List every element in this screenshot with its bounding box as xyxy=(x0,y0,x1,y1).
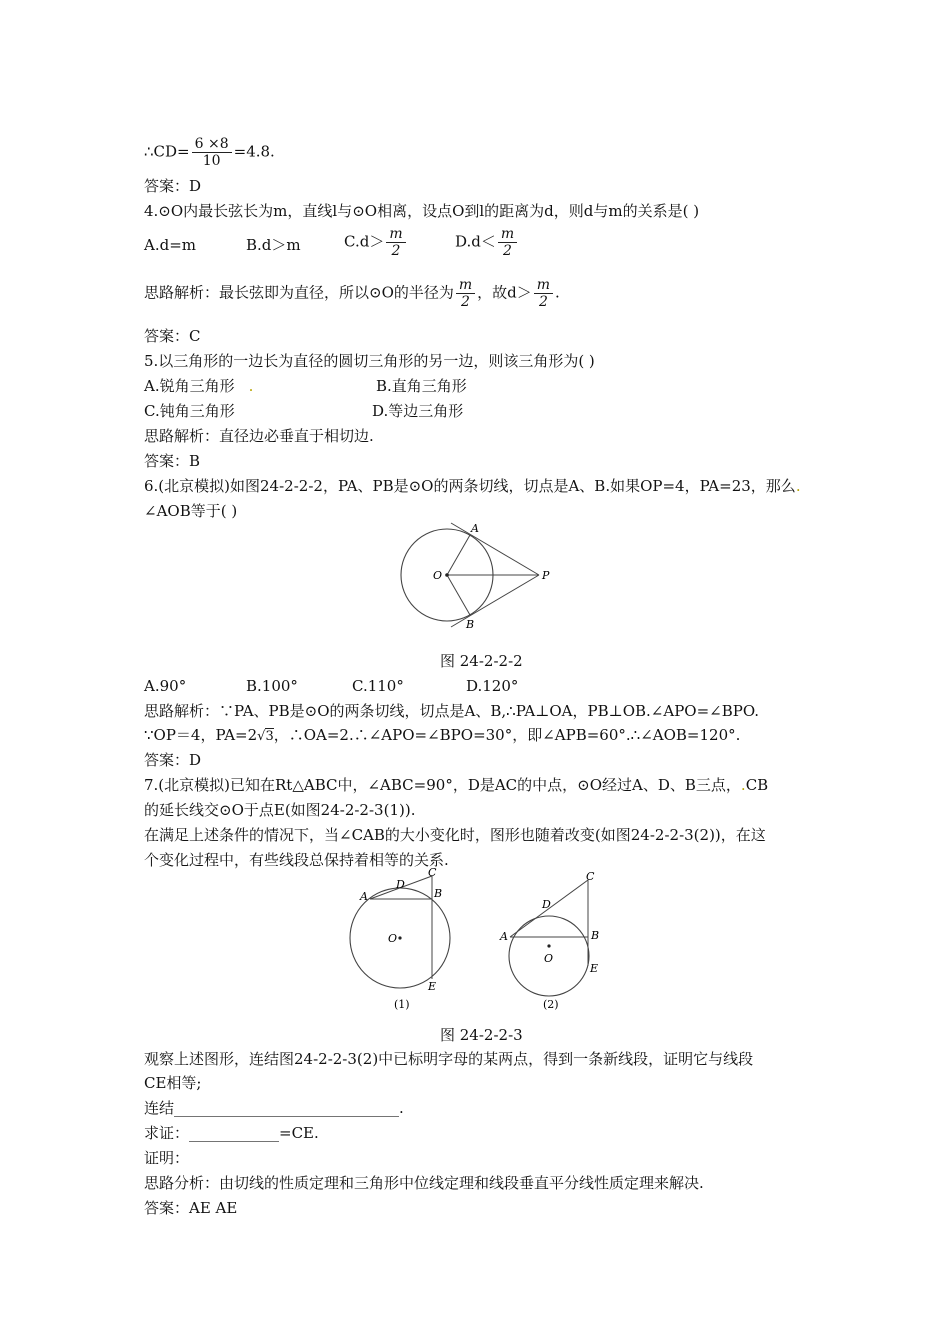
q4-answer: 答案：C xyxy=(144,327,201,345)
q7-stem-4: 个变化过程中，有些线段总保持着相等的关系. xyxy=(144,851,449,869)
fig1-label-d: D xyxy=(396,878,405,891)
cd-line xyxy=(144,136,275,169)
fig2-label-d: D xyxy=(542,898,551,911)
q5-answer: 答案：B xyxy=(144,452,201,470)
q6-answer: 答案：D xyxy=(144,751,202,769)
q5-option-c: C.钝角三角形 xyxy=(144,402,235,420)
q7-stem-2: 的延长线交⊙O于点E(如图24-2-2-3(1)). xyxy=(144,801,416,819)
line-oa xyxy=(447,535,470,575)
q7-hint: 思路分析：由切线的性质定理和三角形中位线定理和线段垂直平分线性质定理来解决. xyxy=(144,1174,704,1192)
q4-stem: 4.⊙O内最长弦长为m，直线l与⊙O相离，设点O到l的距离为d，则d与m的关系是( ) xyxy=(144,202,700,220)
q7-connect: 连结______________________________. xyxy=(144,1099,404,1117)
q7-stem-1: 7.(北京模拟)已知在Rt△ABC中，∠ABC=90°，D是AC的中点，⊙O经过A、D、B三点，.CB xyxy=(144,776,769,794)
q4-hint: 思路解析：最长弦即为直径，所以⊙O的半径为 $\frac{m}{2}$ ，故d＞ $\frac{m}{2}$ . xyxy=(144,277,560,310)
q4-option-a: A.d=m xyxy=(144,236,196,254)
fig2-label-b: B xyxy=(591,929,600,942)
q5-option-a: A.锐角三角形 . xyxy=(144,377,254,395)
q7-stem-3: 在满足上述条件的情况下，当∠CAB的大小变化时，图形也随着改变(如图24-2-2-3(2))，在这 xyxy=(144,826,766,844)
label-b: B xyxy=(466,618,475,631)
figure-caption-2: 图 24-2-2-3 xyxy=(440,1026,523,1044)
q4-option-b: B.d＞m xyxy=(246,236,301,254)
fig2-center xyxy=(547,944,550,947)
q6-hint-1: 思路解析：∵PA、PB是⊙O的两条切线，切点是A、B,∴PA⊥OA，PB⊥OB.∠APO=∠BPO. xyxy=(144,702,760,720)
cd-pre: ∴CD= xyxy=(144,142,190,161)
q6-stem-1: 6.(北京模拟)如图24-2-2-2，PA、PB是⊙O的两条切线，切点是A、B.如果OP=4，PA=23，那么. xyxy=(144,477,801,495)
center-dot xyxy=(445,573,449,577)
fig1-center xyxy=(398,936,401,939)
q4-option-d: D.d＜ $\frac{m}{2}$ xyxy=(455,226,519,259)
q5-option-b: B.直角三角形 xyxy=(376,377,467,395)
figure-24-2-2-3 xyxy=(340,866,620,1016)
q6-option-c: C.110° xyxy=(352,677,404,695)
fig1-label-o: O xyxy=(388,932,398,945)
label-o: O xyxy=(433,569,443,582)
cd-fraction: $\frac{6 \times 8}{10}$ xyxy=(192,136,232,169)
q7-prove: 求证：____________=CE. xyxy=(144,1124,319,1142)
q7-observe-1: 观察上述图形，连结图24-2-2-3(2)中已标明字母的某两点，得到一条新线段，证明它与线段 xyxy=(144,1050,754,1068)
fig2-label-o: O xyxy=(544,952,554,965)
tangent-pb xyxy=(451,575,539,627)
q4-option-c: C.d＞ $\frac{m}{2}$ xyxy=(344,226,408,259)
q5-option-d: D.等边三角形 xyxy=(372,402,464,420)
fig1-label-b: B xyxy=(434,887,443,900)
q5-hint: 思路解析：直径边必垂直于相切边. xyxy=(144,427,374,445)
cd-post: =4.8. xyxy=(233,142,275,161)
figure-24-2-2-2 xyxy=(395,518,565,638)
label-p: P xyxy=(542,569,550,582)
q5-stem: 5.以三角形的一边长为直径的圆切三角形的另一边，则该三角形为( ) xyxy=(144,352,595,370)
sqrt-3: √3 xyxy=(257,729,274,744)
tangent-pa xyxy=(451,523,539,575)
answer-3: 答案：D xyxy=(144,177,202,195)
q6-stem-2: ∠AOB等于( ) xyxy=(144,502,238,520)
fig2-label-c: C xyxy=(586,870,595,883)
fig1-label-e: E xyxy=(428,980,437,993)
fig2-label-e: E xyxy=(590,962,599,975)
q6-option-b: B.100° xyxy=(246,677,298,695)
q7-answer: 答案：AE AE xyxy=(144,1199,238,1217)
q7-observe-2: CE相等; xyxy=(144,1074,202,1092)
line-ob xyxy=(447,575,470,615)
fig2-sub: (2) xyxy=(543,998,559,1011)
q7-proof: 证明： xyxy=(144,1149,190,1167)
label-a: A xyxy=(471,522,479,535)
fig1-sub: (1) xyxy=(394,998,410,1011)
figure-caption-1: 图 24-2-2-2 xyxy=(440,652,523,670)
q6-option-a: A.90° xyxy=(144,677,187,695)
fig2-label-a: A xyxy=(500,930,508,943)
fig1-label-c: C xyxy=(428,866,437,879)
q6-option-d: D.120° xyxy=(466,677,519,695)
fig1-label-a: A xyxy=(360,890,368,903)
q6-hint-2: ∵OP＝4，PA=2√3，∴OA=2.∴∠APO=∠BPO=30°，即∠APB=60°.∴∠AOB=120°. xyxy=(144,726,741,744)
